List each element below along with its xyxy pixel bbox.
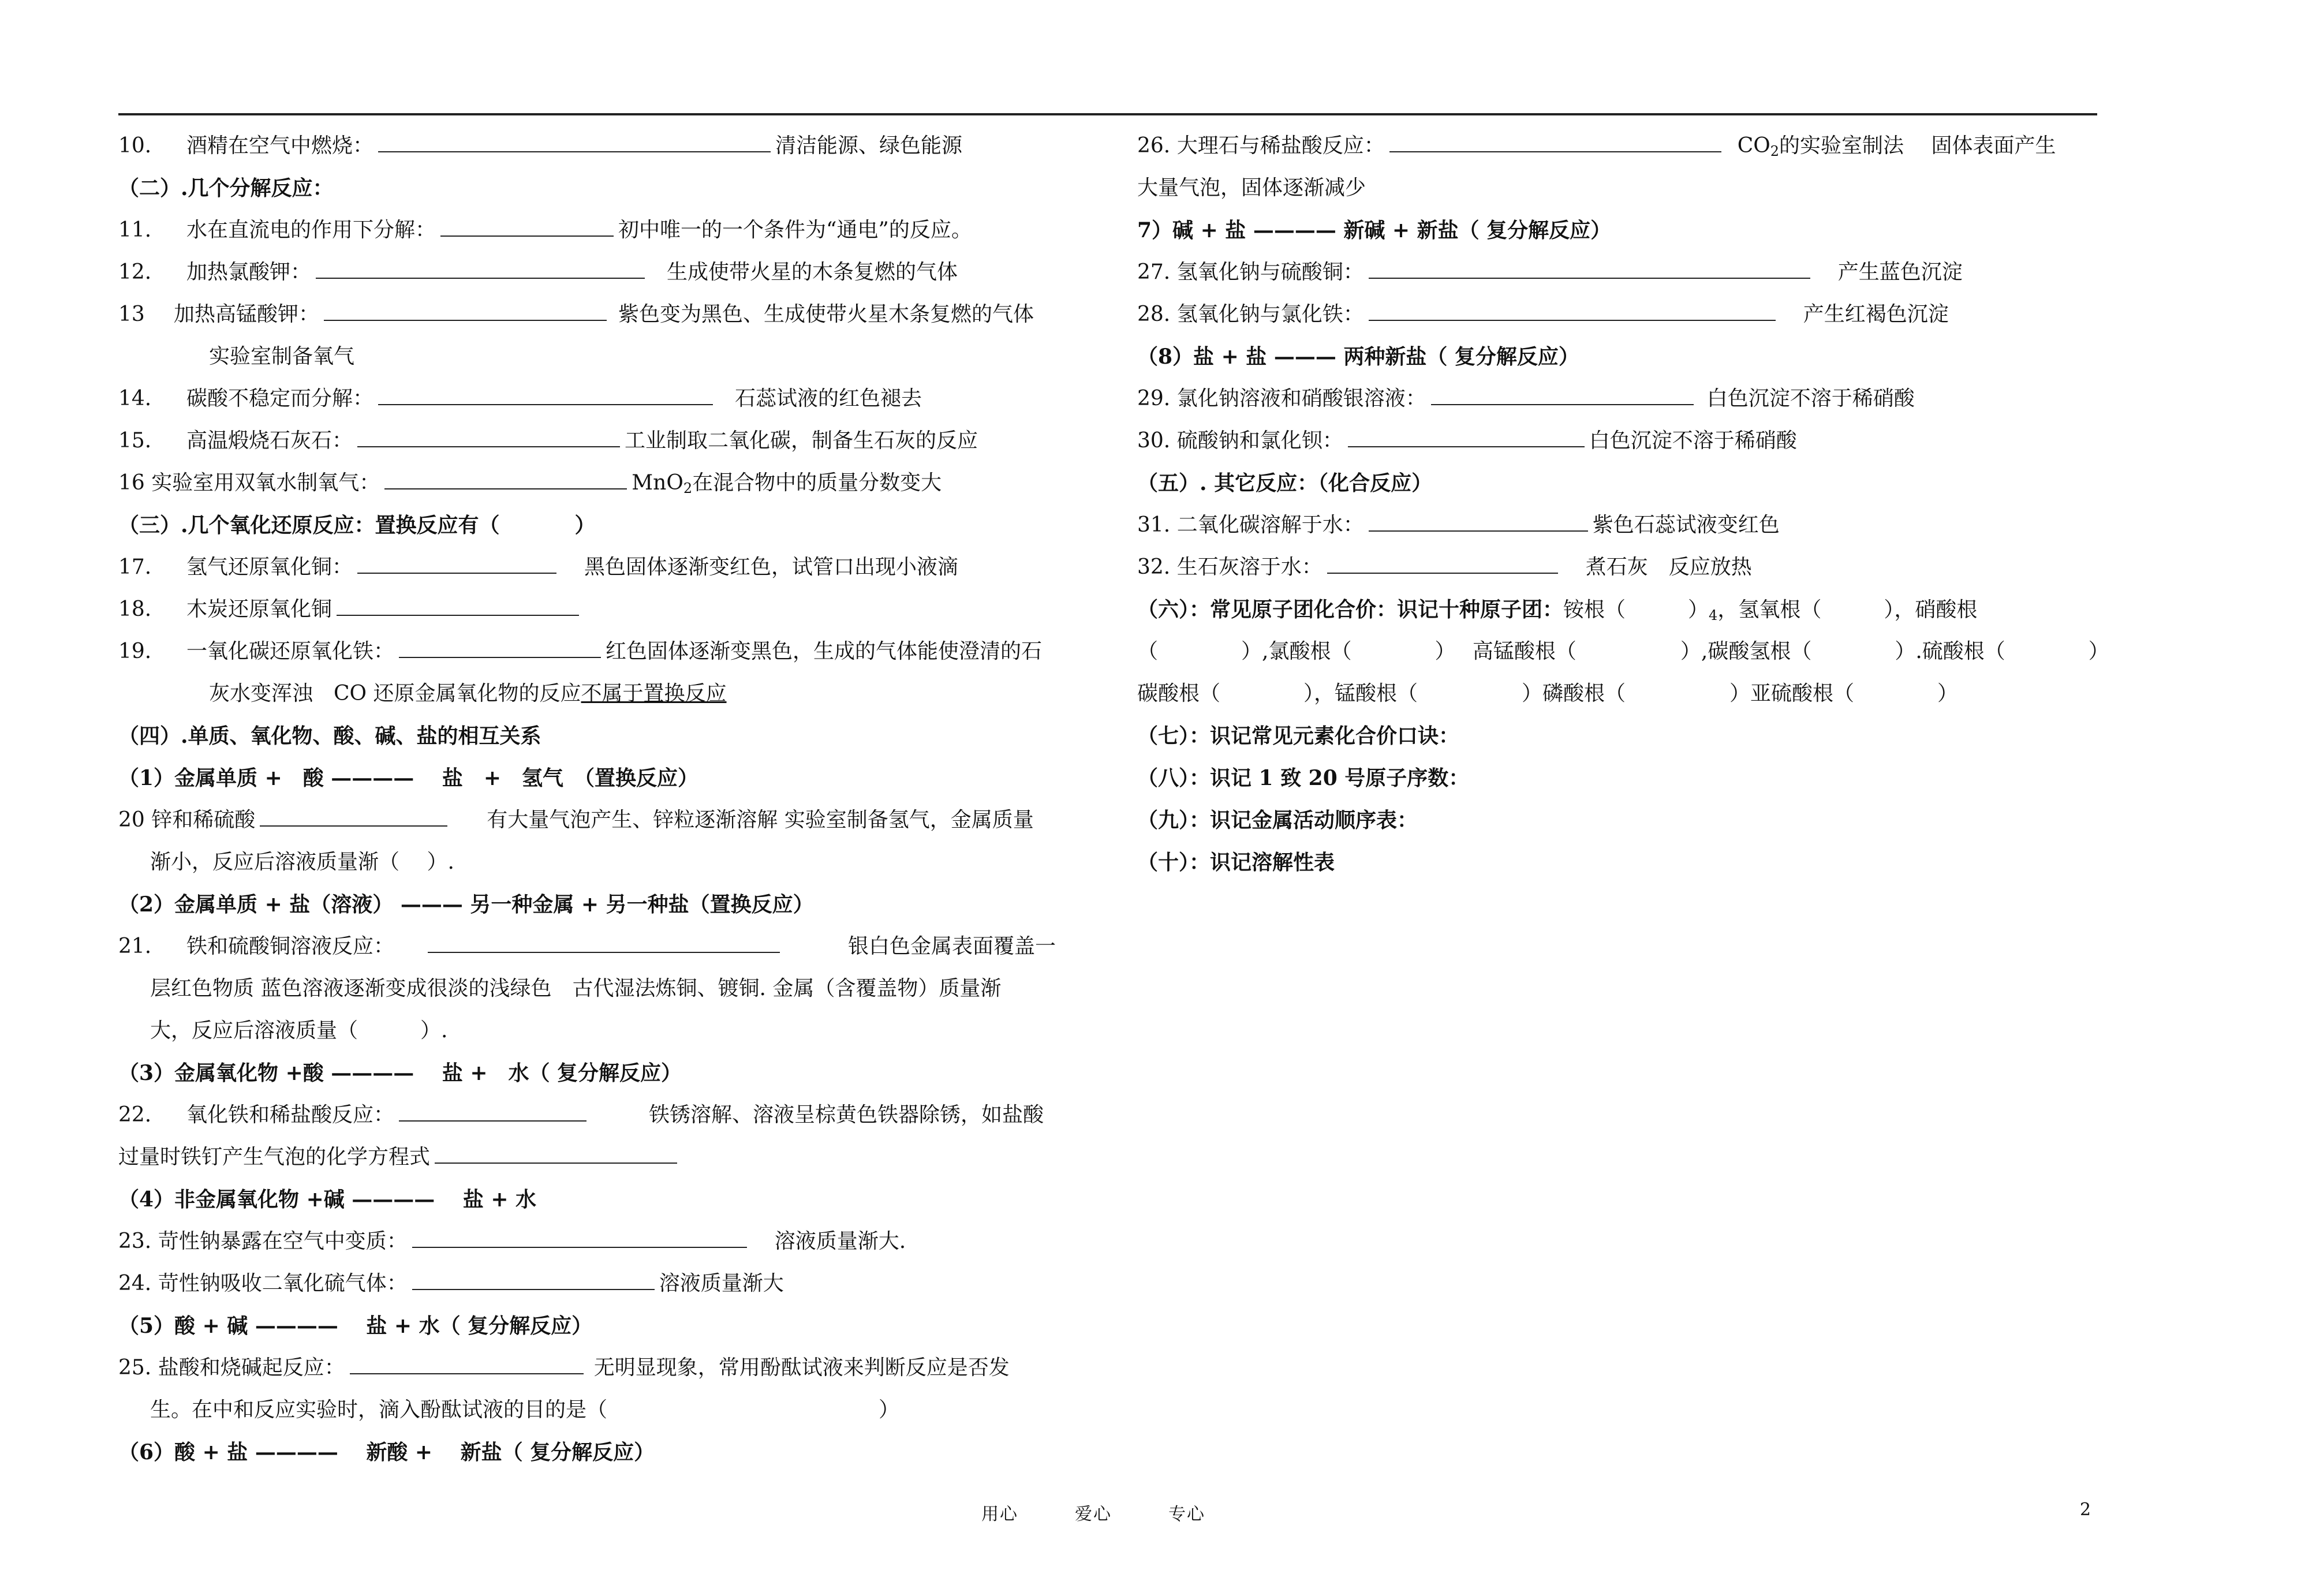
answer-blank[interactable] (399, 634, 601, 658)
answer-blank[interactable] (316, 255, 645, 279)
answer-blank[interactable] (350, 1350, 584, 1374)
item-19-cont: 灰水变浑浊 CO 还原金属氧化物的反应不属于置换反应 (209, 682, 727, 705)
item-13: 13 加热高锰酸钾： 紫色变为黑色、生成使带火星木条复燃的气体 (118, 297, 1094, 339)
section-6-line-2: （ ）,氯酸根（ ） 高锰酸根（ ）,碳酸氢根（ ）.硫酸根（ ） (1137, 640, 2109, 663)
item-10: 10. 酒精在空气中燃烧： 清洁能源、绿色能源 (118, 128, 1094, 170)
section-8b-heading: （八）：识记 1 致 20 号原子序数： (1137, 766, 1470, 790)
item-22-cont: 过量时铁钉产生气泡的化学方程式 (118, 1139, 1094, 1182)
subsection-4-1: （1）金属单质 + 酸 ———— 盐 + 氢气 （置换反应） (118, 766, 698, 790)
answer-blank[interactable] (384, 465, 627, 489)
item-25: 25. 盐酸和烧碱起反应： 无明显现象，常用酚酞试液来判断反应是否发 (118, 1350, 1094, 1392)
answer-blank[interactable] (412, 1266, 655, 1290)
answer-blank[interactable] (428, 929, 780, 953)
answer-blank[interactable] (1389, 128, 1721, 152)
item-28: 28. 氢氧化钠与氯化铁： 产生红褐色沉淀 (1137, 297, 2098, 339)
subsection-4-2: （2）金属单质 + 盐（溶液） ——— 另一种金属 + 另一种盐（置换反应） (118, 892, 814, 917)
answer-blank[interactable] (440, 212, 614, 237)
item-32: 32. 生石灰溶于水： 煮石灰 反应放热 (1137, 550, 2098, 592)
item-21-cont2: 大，反应后溶液质量（ ）. (150, 1019, 448, 1042)
item-12: 12. 加热氯酸钾： 生成使带火星的木条复燃的气体 (118, 255, 1094, 297)
section-7b-heading: （七）：识记常见元素化合价口诀： (1137, 724, 1460, 748)
answer-blank[interactable] (357, 423, 620, 447)
right-column (1137, 128, 2109, 887)
subsection-4-5: （5）酸 + 碱 ———— 盐 + 水（ 复分解反应） (118, 1314, 593, 1338)
item-23: 23. 苛性钠暴露在空气中变质： 溶液质量渐大. (118, 1224, 1094, 1266)
answer-blank[interactable] (357, 550, 556, 574)
section-6-line-3: 碳酸根（ ），锰酸根（ ）磷酸根（ ）亚硫酸根（ ） (1137, 682, 1959, 705)
item-14: 14. 碳酸不稳定而分解： 石蕊试液的红色褪去 (118, 381, 1094, 423)
answer-blank[interactable] (378, 128, 771, 152)
section-2-heading: （二）.几个分解反应： (118, 176, 334, 200)
subsection-4-3: （3）金属氧化物 +酸 ———— 盐 + 水（ 复分解反应） (118, 1061, 682, 1085)
section-9-heading: （九）：识记金属活动顺序表： (1137, 808, 1418, 832)
section-4-heading: （四）.单质、氧化物、酸、碱、盐的相互关系 (118, 724, 541, 748)
answer-blank[interactable] (1369, 297, 1776, 321)
answer-blank[interactable] (399, 1097, 586, 1122)
item-19: 19. 一氧化碳还原氧化铁： 红色固体逐渐变黑色，生成的气体能使澄清的石 (118, 634, 1094, 676)
item-11: 11. 水在直流电的作用下分解： 初中唯一的一个条件为“通电”的反应。 (118, 212, 1094, 255)
item-21: 21. 铁和硫酸铜溶液反应： 银白色金属表面覆盖一 (118, 929, 1094, 971)
answer-blank[interactable] (1348, 423, 1585, 447)
item-29: 29. 氯化钠溶液和硝酸银溶液： 白色沉淀不溶于稀硝酸 (1137, 381, 2098, 423)
item-13-cont: 实验室制备氧气 (209, 345, 355, 368)
section-8-heading: （8）盐 + 盐 ——— 两种新盐（ 复分解反应） (1137, 345, 1579, 369)
item-26-cont: 大量气泡，固体逐渐减少 (1137, 176, 1366, 200)
item-22: 22. 氧化铁和稀盐酸反应： 铁锈溶解、溶液呈棕黄色铁器除锈，如盐酸 (118, 1097, 1094, 1139)
item-18: 18. 木炭还原氧化铜 (118, 592, 1094, 634)
item-20: 20 锌和稀硫酸 有大量气泡产生、锌粒逐渐溶解 实验室制备氢气，金属质量 (118, 802, 1094, 844)
section-7-heading: 7）碱 + 盐 ———— 新碱 + 新盐（ 复分解反应） (1137, 218, 1612, 242)
item-25-cont: 生。在中和反应实验时，滴入酚酞试液的目的是（ ） (150, 1398, 900, 1422)
footer-motto: 用心 爱心 专心 (981, 1504, 1205, 1524)
item-24: 24. 苛性钠吸收二氧化硫气体： 溶液质量渐大 (118, 1266, 1094, 1308)
item-15: 15. 高温煅烧石灰石： 工业制取二氧化碳，制备生石灰的反应 (118, 423, 1094, 465)
left-column (118, 128, 1094, 1477)
answer-blank[interactable] (412, 1224, 747, 1248)
answer-blank[interactable] (1431, 381, 1694, 405)
section-3-heading: （三）.几个氧化还原反应：置换反应有（ ） (118, 513, 596, 537)
answer-blank[interactable] (1369, 255, 1810, 279)
item-21-cont: 层红色物质 蓝色溶液逐渐变成很淡的浅绿色 古代湿法炼铜、镀铜. 金属（含覆盖物）质量渐 (150, 977, 1002, 1000)
answer-blank[interactable] (1327, 550, 1558, 574)
section-6-heading: （六）：常见原子团化合价：识记十种原子团：铵根（ ）$_4$，氢氧根（ ），硝酸根 (1137, 597, 1978, 623)
answer-blank[interactable] (260, 802, 447, 827)
item-27: 27. 氢氧化钠与硫酸铜： 产生蓝色沉淀 (1137, 255, 2098, 297)
page-number: 2 (2080, 1500, 2091, 1520)
subsection-4-6: （6）酸 + 盐 ———— 新酸 + 新盐（ 复分解反应） (118, 1440, 655, 1464)
answer-blank[interactable] (337, 592, 579, 616)
item-30: 30. 硫酸钠和氯化钡： 白色沉淀不溶于稀硝酸 (1137, 423, 2098, 465)
section-10-heading: （十）：识记溶解性表 (1137, 850, 1335, 874)
answer-blank[interactable] (378, 381, 713, 405)
item-26: 26. 大理石与稀盐酸反应： $CO_2$的实验室制法 固体表面产生 (1137, 128, 2098, 170)
item-17: 17. 氢气还原氧化铜： 黑色固体逐渐变红色，试管口出现小液滴 (118, 550, 1094, 592)
item-16: 16 实验室用双氧水制氧气： MnO$_2$在混合物中的质量分数变大 (118, 465, 1094, 507)
answer-blank[interactable] (324, 297, 607, 321)
answer-blank[interactable] (1369, 507, 1588, 532)
item-20-cont: 渐小，反应后溶液质量渐（ ）. (150, 850, 454, 874)
answer-blank[interactable] (435, 1139, 677, 1164)
section-5-heading: （五）. 其它反应：（化合反应） (1137, 471, 1433, 495)
item-31: 31. 二氧化碳溶解于水： 紫色石蕊试液变红色 (1137, 507, 2098, 550)
header-rule (118, 113, 2097, 115)
subsection-4-4: （4）非金属氧化物 +碱 ———— 盐 + 水 (118, 1187, 537, 1212)
